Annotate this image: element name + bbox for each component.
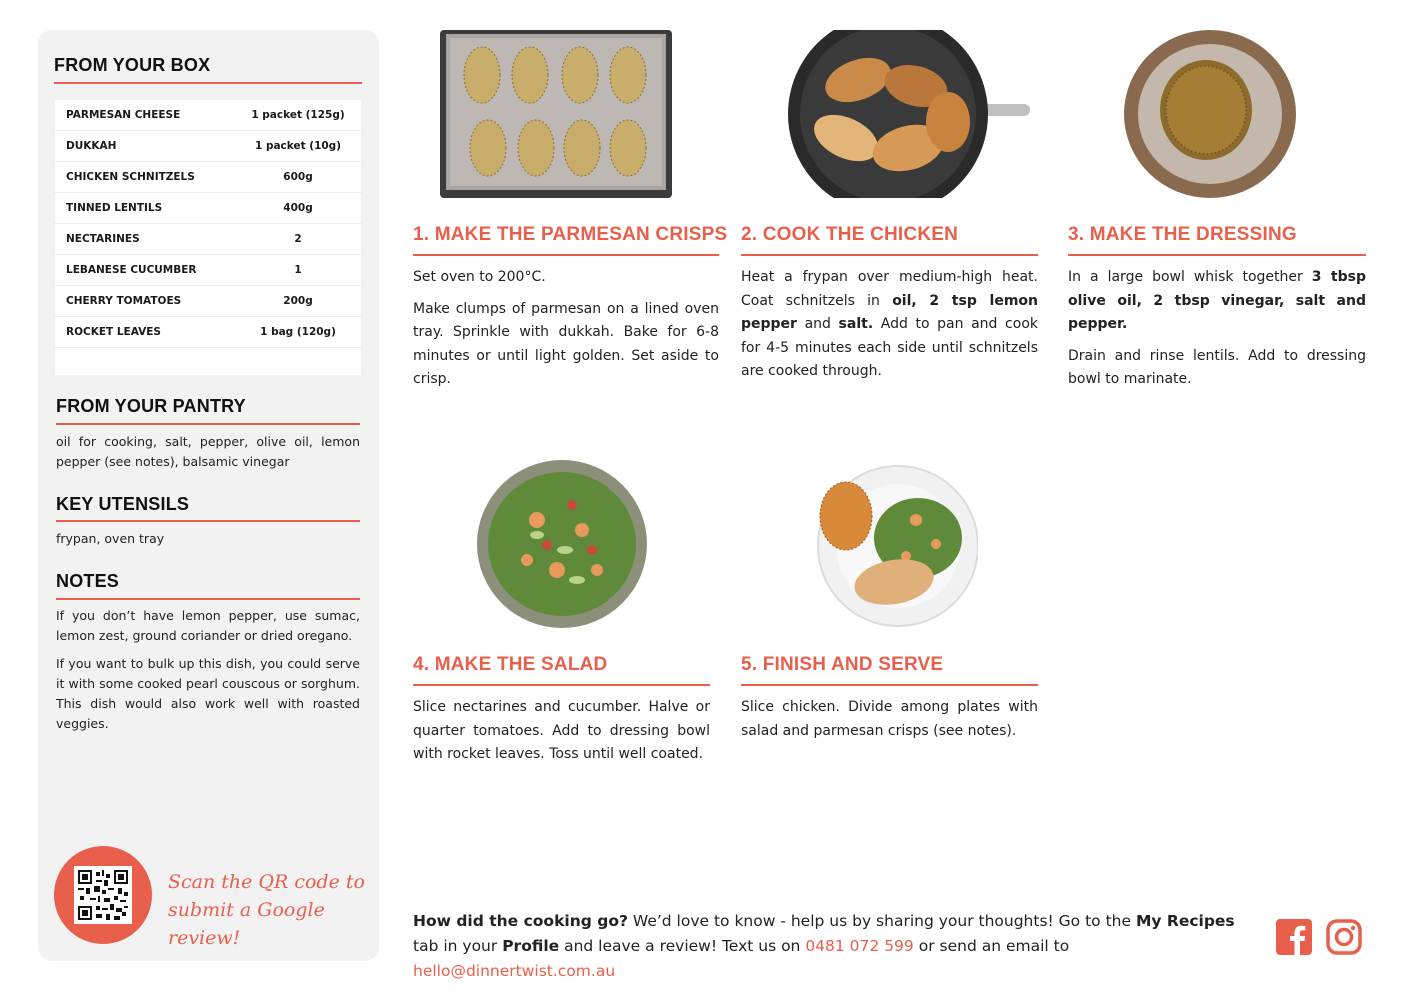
text: Heat a frypan over medium-high heat. Coat schnitzels in [741, 269, 1038, 309]
ingredients-table [55, 100, 361, 375]
step-5-body [741, 696, 1038, 751]
table-row [55, 162, 361, 193]
step-1-text: Set oven to 200°C. [413, 269, 546, 285]
email-link[interactable]: hello@dinnertwist.com.au [413, 962, 616, 980]
bold-text: salt. [838, 316, 874, 332]
ingredient-qty: 1 packet (125g) [251, 109, 345, 121]
chicken-in-frypan-image [788, 30, 1030, 198]
text: and [796, 316, 839, 332]
utensils-text: frypan, oven tray [56, 531, 165, 546]
text: and leave a review! Text us on [559, 937, 806, 955]
qr-scan-caption [168, 868, 368, 952]
plated-dish-image [806, 460, 978, 628]
ingredient-name: NECTARINES [66, 233, 140, 245]
ingredient-qty: 1 [294, 264, 302, 276]
text: In a large bowl whisk together [1068, 269, 1312, 285]
step-4-body [413, 696, 710, 775]
divider [741, 254, 1038, 256]
step-2-title: 2. COOK THE CHICKEN [741, 224, 959, 245]
table-row [55, 317, 361, 348]
ingredient-name: DUKKAH [66, 140, 117, 152]
ingredient-qty: 200g [283, 295, 313, 307]
instagram-icon[interactable] [1326, 919, 1362, 955]
divider [1068, 254, 1366, 256]
step-3-title: 3. MAKE THE DRESSING [1068, 224, 1297, 245]
table-row [55, 193, 361, 224]
salad-bowl-image [477, 460, 647, 628]
table-row [55, 255, 361, 286]
ingredient-qty: 400g [283, 202, 313, 214]
step-2-body [741, 266, 1038, 392]
parmesan-crisps-tray-image [440, 30, 672, 198]
divider [56, 520, 360, 522]
table-row [55, 131, 361, 162]
step-5-text: Slice chicken. Divide among plates with salad and parmesan crisps (see notes). [741, 699, 1038, 739]
divider [413, 254, 719, 256]
qr-scan-line-2: submit a Google review! [168, 899, 325, 949]
step-4-title: 4. MAKE THE SALAD [413, 654, 608, 675]
step-1-body [413, 266, 719, 400]
facebook-icon[interactable] [1276, 919, 1312, 955]
notes-title: NOTES [56, 571, 120, 591]
table-row [55, 100, 361, 131]
divider [413, 684, 710, 686]
step-1-title: 1. MAKE THE PARMESAN CRISPS [413, 224, 728, 245]
table-row [55, 286, 361, 317]
ingredient-qty: 2 [294, 233, 302, 245]
ingredient-name: CHICKEN SCHNITZELS [66, 171, 195, 183]
sidebar [38, 30, 379, 961]
ingredient-name: LEBANESE CUCUMBER [66, 264, 197, 276]
ingredient-name: PARMESAN CHEESE [66, 109, 181, 121]
ingredient-name: ROCKET LEAVES [66, 326, 161, 338]
lentils-in-bowl-image [1124, 30, 1296, 198]
step-2-text [741, 266, 1038, 384]
step-3-text [1068, 266, 1366, 337]
qr-code-icon [74, 866, 132, 924]
qr-scan-line-1: Scan the QR code to [168, 871, 365, 893]
step-1-text: Make clumps of parmesan on a lined oven tray. Sprinkle with dukkah. Bake for 6-8 minutes or until light golden. Set aside to crisp. [413, 300, 719, 387]
ingredient-qty: 600g [283, 171, 313, 183]
bold-text: 3 tbsp olive oil, 2 tbsp vinegar, salt and pepper. [1068, 269, 1367, 332]
divider [54, 82, 362, 84]
divider [56, 423, 360, 425]
key-utensils-title: KEY UTENSILS [56, 494, 190, 514]
qr-code-badge[interactable] [54, 846, 152, 944]
text: tab in your [413, 937, 503, 955]
ingredient-qty: 1 packet (10g) [254, 140, 341, 152]
step-3-body [1068, 266, 1366, 400]
text: Add to pan and cook for 4-5 minutes each side until schnitzels are cooked through. [741, 316, 1038, 379]
from-your-box-title: FROM YOUR BOX [54, 55, 211, 75]
step-3-text: Drain and rinse lentils. Add to dressing bowl to marinate. [1068, 347, 1366, 387]
text: or send an email to [913, 937, 1070, 955]
bold-text: oil, 2 tsp lemon pepper [741, 292, 1038, 332]
step-4-text: Slice nectarines and cucumber. Halve or quarter tomatoes. Add to dressing bowl with rocket leaves. Toss until well coated. [413, 699, 710, 762]
ingredient-qty: 1 bag (120g) [260, 326, 336, 338]
divider [56, 598, 360, 600]
from-your-pantry-title: FROM YOUR PANTRY [56, 396, 246, 416]
notes-paragraph: If you don’t have lemon pepper, use sumac, lemon zest, ground coriander or dried oregano. [56, 608, 360, 643]
text: We’d love to know - help us by sharing your thoughts! Go to the [627, 912, 1136, 930]
footer-review-text [413, 909, 1258, 984]
ingredient-name: CHERRY TOMATOES [66, 295, 182, 307]
notes-text [56, 606, 360, 742]
notes-paragraph: If you want to bulk up this dish, you could serve it with some cooked pearl couscous or sorghum. This dish would also work well with roasted veggies. [56, 656, 360, 731]
pantry-text: oil for cooking, salt, pepper, olive oil, lemon pepper (see notes), balsamic vinegar [56, 434, 360, 469]
my-recipes-label: My Recipes [1135, 912, 1235, 930]
step-5-title: 5. FINISH AND SERVE [741, 654, 944, 675]
divider [741, 684, 1038, 686]
footer-question: How did the cooking go? [413, 912, 628, 930]
profile-label: Profile [502, 937, 560, 955]
phone-link[interactable]: 0481 072 599 [805, 937, 914, 955]
table-row [55, 224, 361, 255]
ingredient-name: TINNED LENTILS [66, 202, 163, 214]
